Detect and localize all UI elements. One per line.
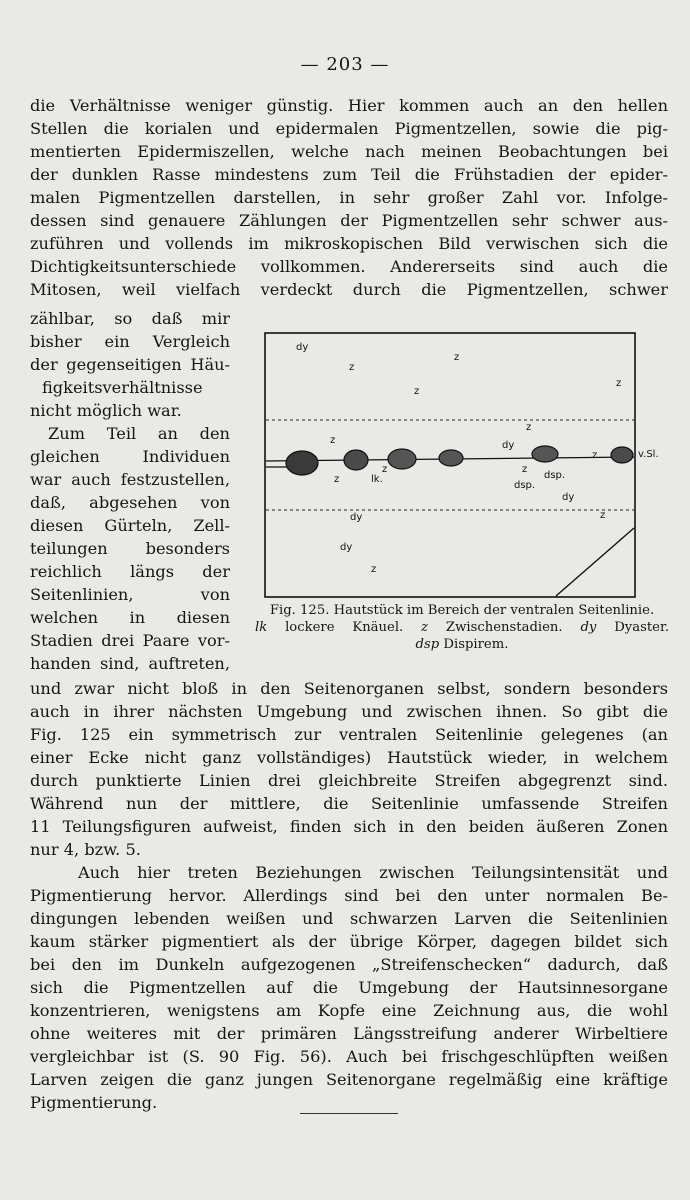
incomplete-corner-line	[556, 528, 634, 596]
label-z: z	[592, 450, 598, 461]
label-z: z	[414, 386, 420, 397]
text-line: dingungen lebenden weißen und schwarzen Larven die Seitenlinien	[30, 909, 668, 928]
label-dy: dy	[340, 542, 353, 553]
label-dy: dy	[502, 440, 515, 451]
label-z: z	[526, 422, 532, 433]
text-line: zählbar, so daß mir	[30, 309, 230, 328]
text-line: gleichen Individuen	[30, 447, 230, 466]
text-line: dessen sind genauere Zählungen der Pigmentzellen sehr schwer aus-	[30, 211, 668, 230]
text-line: figkeitsverhältnisse	[42, 378, 203, 397]
caption-abbr: dy	[580, 620, 597, 635]
caption-legend-line	[255, 619, 669, 636]
text-line: diesen Gürteln, Zell-	[30, 516, 230, 535]
text-line: nicht möglich war.	[30, 401, 182, 420]
end-rule	[300, 1113, 398, 1114]
text-line: Fig. 125 ein symmetrisch zur ventralen Seitenlinie gelegenes (an	[30, 725, 668, 744]
caption-text: Dyaster.	[614, 620, 670, 635]
label-dsp: dsp.	[514, 480, 536, 491]
text-line: Pigmentierung.	[30, 1093, 158, 1112]
caption-abbr: dsp	[415, 637, 440, 652]
text-line: zuführen und vollends im mikroskopischen Bild verwischen sich die	[30, 234, 668, 253]
text-line: konzentrieren, wenigstens am Kopfe eine Zeichnung aus, die wohl	[30, 1001, 668, 1020]
text-line: reichlich längs der	[30, 562, 230, 581]
paragraph-3	[30, 861, 668, 1114]
caption-text: Dispirem.	[443, 637, 509, 652]
label-z: z	[600, 510, 606, 521]
text-line: bisher ein Vergleich	[30, 332, 230, 351]
narrow-text-column	[30, 307, 230, 675]
label-lk: lk.	[371, 474, 383, 485]
sense-organ	[611, 447, 633, 463]
label-z: z	[522, 464, 528, 475]
caption-title: Fig. 125. Hautstück im Bereich der ventralen Seitenlinie.	[269, 603, 655, 618]
sense-organ	[344, 450, 368, 470]
text-line: 11 Teilungsfiguren aufweist, finden sich in den beiden äußeren Zonen	[30, 817, 668, 836]
page-number: — 203 —	[300, 54, 390, 75]
text-line: teilungen besonders	[30, 539, 230, 558]
sense-organ	[388, 449, 416, 469]
text-line: kaum stärker pigmentiert als der übrige Körper, dagegen bildet sich	[30, 932, 668, 951]
text-line: der dunklen Rasse mindestens zum Teil die Frühstadien der epider-	[30, 165, 668, 184]
label-dy: dy	[562, 492, 575, 503]
text-line: einer Ecke nicht ganz vollständiges) Hautstück wieder, in welchem	[30, 748, 668, 767]
caption-abbr: z	[421, 620, 429, 635]
text-line: malen Pigmentzellen darstellen, in sehr großer Zahl vor. Infolge-	[30, 188, 668, 207]
figure-caption	[255, 602, 669, 653]
text-line: Stellen die korialen und epidermalen Pigmentzellen, sowie die pig-	[30, 119, 668, 138]
sense-organ	[286, 451, 318, 475]
text-line: Seitenlinien, von	[30, 585, 230, 604]
text-line: war auch festzustellen,	[30, 470, 230, 489]
text-line: vergleichbar ist (S. 90 Fig. 56). Auch bei frischgeschlüpften weißen	[30, 1047, 668, 1066]
text-line: der gegenseitigen Häu-	[30, 355, 230, 374]
text-line: nur 4, bzw. 5.	[30, 840, 141, 859]
text-line: die Verhältnisse weniger günstig. Hier kommen auch an den hellen	[30, 96, 668, 115]
lateral-line-label: v.Sl.	[638, 449, 659, 460]
text-line: Larven zeigen die ganz jungen Seitenorgane regelmäßig eine kräftige	[30, 1070, 668, 1089]
label-z: z	[349, 362, 355, 373]
text-line: durch punktierte Linien drei gleichbreite Streifen abgegrenzt sind.	[30, 771, 668, 790]
figure-125-skin-diagram	[264, 332, 636, 598]
label-dsp: dsp.	[544, 470, 566, 481]
text-line: Zum Teil an den	[48, 424, 230, 443]
label-dy: dy	[350, 512, 363, 523]
label-dy: dy	[296, 342, 309, 353]
label-z: z	[371, 564, 377, 575]
paragraph-2	[30, 677, 668, 861]
text-line: Mitosen, weil vielfach verdeckt durch die Pigmentzellen, schwer	[30, 280, 668, 299]
text-line: welchen in diesen	[30, 608, 230, 627]
text-line: Dichtigkeitsunterschiede vollkommen. Andererseits sind auch die	[30, 257, 668, 276]
text-line: Auch hier treten Beziehungen zwischen Teilungsintensität und	[78, 863, 668, 882]
text-line: und zwar nicht bloß in den Seitenorganen selbst, sondern besonders	[30, 679, 668, 698]
caption-text: lockere Knäuel.	[285, 620, 404, 635]
text-line: Während nun der mittlere, die Seitenlinie umfassende Streifen	[30, 794, 668, 813]
caption-text: Zwischenstadien.	[445, 620, 563, 635]
text-line: Stadien drei Paare vor-	[30, 631, 230, 650]
text-line: daß, abgesehen von	[30, 493, 230, 512]
sense-organ	[532, 446, 558, 462]
text-line: sich die Pigmentzellen auf die Umgebung der Hautsinnesorgane	[30, 978, 668, 997]
text-line: handen sind, auftreten,	[30, 654, 230, 673]
text-line: auch in ihrer nächsten Umgebung und zwischen ihnen. So gibt die	[30, 702, 668, 721]
caption-abbr: lk	[255, 620, 268, 635]
caption-legend-line	[255, 636, 669, 653]
label-z: z	[334, 474, 340, 485]
text-line: Pigmentierung hervor. Allerdings sind bei den unter normalen Be-	[30, 886, 668, 905]
text-line: mentierten Epidermiszellen, welche nach meinen Beobachtungen bei	[30, 142, 668, 161]
paragraph-1	[30, 94, 668, 301]
sense-organ	[439, 450, 463, 466]
label-z: z	[382, 464, 388, 475]
label-z: z	[616, 378, 622, 389]
text-line: ohne weiteres mit der primären Längsstreifung anderer Wirbeltiere	[30, 1024, 668, 1043]
text-line: bei den im Dunkeln aufgezogenen „Streifenschecken“ dadurch, daß	[30, 955, 668, 974]
label-z: z	[330, 435, 336, 446]
label-z: z	[454, 352, 460, 363]
